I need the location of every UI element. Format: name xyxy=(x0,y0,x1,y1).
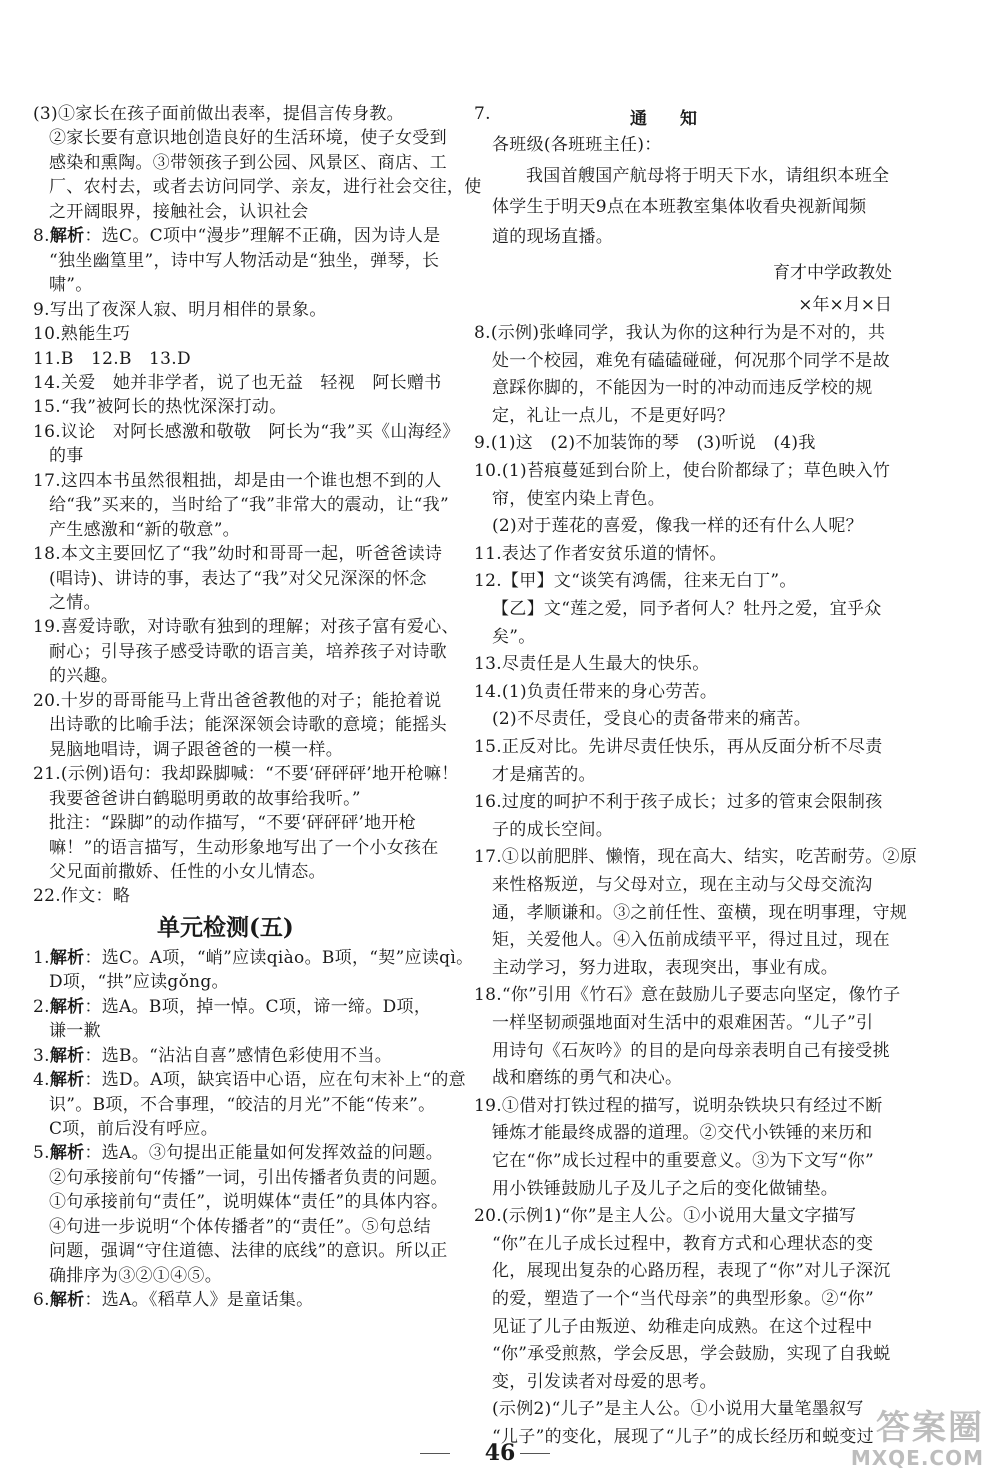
answer-line: (2)对于莲花的喜爱，像我一样的还有什么人呢？ xyxy=(492,516,863,537)
watermark-text-top: 答案圈 xyxy=(876,1408,984,1448)
site-watermark-logo xyxy=(850,1400,988,1472)
answer-line: 1.解析：选C。A项，“峭”应读qiào。B项，“契”应读qì。 xyxy=(33,947,474,968)
answer-line: 19.①借对打铁过程的描写，说明杂铁块只有经过不断 xyxy=(474,1095,883,1116)
answer-line: 处一个校园，难免有磕磕碰碰，何况那个同学不是故 xyxy=(492,350,890,371)
answer-line: 17.这四本书虽然很粗拙，却是由一个谁也想不到的人 xyxy=(33,470,442,491)
answer-line: 3.解析：选B。“沾沾自喜”感情色彩使用不当。 xyxy=(33,1045,393,1066)
answer-line: 10.(1)苔痕蔓延到台阶上，使台阶都绿了；草色映入竹 xyxy=(474,461,891,481)
answer-line: 用诗句《石灰吟》的目的是向母亲表明自己有接受挑 xyxy=(492,1040,890,1061)
answer-line: 2.解析：选A。B项，掉一悼。C项，谛一缔。D项， xyxy=(33,996,432,1017)
answer-line: 矩，关爱他人。④入伍前成绩平平，得过且过，现在 xyxy=(492,930,890,951)
answer-line: 批注：“跺脚”的动作描写，“不要‘砰砰砰’地开枪 xyxy=(49,813,417,834)
answer-line: 13.尽责任是人生最大的快乐。 xyxy=(474,654,710,675)
answer-line: ④句进一步说明“个体传播者”的“责任”。⑤句总结 xyxy=(49,1216,431,1237)
answer-line: 9.写出了夜深人寂、明月相伴的景象。 xyxy=(33,299,327,320)
answer-line: 厂、农村去，或者去访问同学、亲友，进行社会交往，使 xyxy=(49,177,482,198)
answer-line: 变，引发读者对母爱的思考。 xyxy=(492,1371,717,1392)
answer-line: 帘，使室内染上青色。 xyxy=(492,488,665,509)
notice-addressee: 各班级(各班班主任)： xyxy=(492,135,662,155)
answer-line: 18.“你”引用《竹石》意在鼓励儿子要志向坚定，像竹子 xyxy=(474,985,901,1006)
answer-line: 21.(示例)语句：我却跺脚喊：“不要‘砰砰砰’地开枪嘛！ xyxy=(33,764,459,785)
answer-line: 8.(示例)张峰同学，我认为你的这种行为是不对的，共 xyxy=(474,323,886,343)
answer-line: 8.解析：选C。C项中“漫步”理解不正确，因为诗人是 xyxy=(33,226,441,247)
answer-line: “你”承受煎熬，学会反思，学会鼓励，实现了自我蜕 xyxy=(492,1344,891,1365)
answer-line: “儿子”的变化，展现了“儿子”的成长经历和蜕变过 xyxy=(492,1427,874,1447)
answer-line: 锤炼才能最终成器的道理。②交代小铁锤的来历和 xyxy=(492,1123,873,1144)
answer-line: (示例2)“儿子”是主人公。①小说用大量笔墨叙写 xyxy=(492,1399,864,1420)
answer-line: 的爱，塑造了一个“当代母亲”的典型形象。②“你” xyxy=(492,1289,874,1309)
page-number-dash-right xyxy=(520,1453,550,1454)
answer-line: 啸”。 xyxy=(49,275,93,296)
answer-line: 谦一歉 xyxy=(49,1021,101,1042)
answer-line: 意踩你脚的，不能因为一时的冲动而违反学校的规 xyxy=(492,378,873,399)
answer-line: ②句承接前句“传播”一词，引出传播者负责的问题。 xyxy=(49,1167,448,1188)
answer-line: 矣”。 xyxy=(492,626,536,647)
answer-line: C项，前后没有呼应。 xyxy=(49,1119,219,1139)
page-number: 46 xyxy=(484,1440,516,1466)
watermark-text-bottom: MXQE.COM xyxy=(850,1446,984,1470)
answer-line: 给“我”买来的，当时给了“我”非常大的震动，让“我” xyxy=(49,495,449,516)
answer-line: 出诗歌的比喻手法；能深深领会诗歌的意境；能摇头 xyxy=(49,715,447,736)
answer-line: 父兄面前撒娇、任性的小女儿情态。 xyxy=(49,861,326,882)
answer-line: 14.(1)负责任带来的身心劳苦。 xyxy=(474,681,718,702)
answer-line: 16.过度的呵护不利于孩子成长；过多的管束会限制孩 xyxy=(474,792,883,813)
answer-line: 主动学习，努力进取，表现突出，事业有成。 xyxy=(492,957,838,978)
answer-line: 战和磨练的勇气和决心。 xyxy=(492,1068,683,1089)
answer-line: 耐心；引导孩子感受诗歌的语言美，培养孩子对诗歌 xyxy=(49,641,447,662)
answer-line: 19.喜爱诗歌，对诗歌有独到的理解；对孩子富有爱心、 xyxy=(33,617,459,638)
answer-line: 22.作文：略 xyxy=(33,886,131,907)
notice-title: 通 知 xyxy=(630,109,705,129)
q7-number: 7. xyxy=(474,104,491,124)
answer-line: 的事 xyxy=(49,446,84,467)
answer-line: 18.本文主要回忆了“我”幼时和哥哥一起，听爸爸读诗 xyxy=(33,544,443,565)
answer-line: 定，礼让一点儿，不是更好吗？ xyxy=(492,405,735,426)
answer-line: 17.①以前肥胖、懒惰，现在高大、结实，吃苦耐劳。②原 xyxy=(474,847,918,868)
answer-line: 20.(示例1)“你”是主人公。①小说用大量文字描写 xyxy=(474,1206,857,1227)
answer-line: 来性格叛逆，与父母对立，现在主动与父母交流沟 xyxy=(492,875,873,895)
notice-body-line: 体学生于明天9点在本班教室集体收看央视新闻频 xyxy=(492,196,867,217)
answer-line: 4.解析：选D。A项，缺宾语中心语，应在句末补上“的意 xyxy=(33,1070,466,1091)
page-number-dash-left xyxy=(420,1453,450,1454)
answer-line: 嘛！”的语言描写，生动形象地写出了一个小女孩在 xyxy=(49,837,439,858)
answer-line: 10.熟能生巧 xyxy=(33,324,131,345)
answer-line: “你”在儿子成长过程中，教育方式和心理状态的变 xyxy=(492,1233,874,1254)
answer-line: 9.(1)这 (2)不加装饰的琴 (3)听说 (4)我 xyxy=(474,433,816,454)
answer-line: 确排序为③②①④⑤。 xyxy=(49,1265,222,1286)
answer-line: D项，“拱”应读gǒng。 xyxy=(49,972,229,993)
answer-line: 5.解析：选A。③句提出正能量如何发挥效益的问题。 xyxy=(33,1143,444,1164)
answer-line: 感染和熏陶。③带领孩子到公园、风景区、商店、工 xyxy=(49,152,447,173)
notice-body-line: 我国首艘国产航母将于明天下水，请组织本班全 xyxy=(526,166,890,186)
answer-line: 产生感激和“新的敬意”。 xyxy=(49,519,240,540)
answer-line: 15.“我”被阿长的热忱深深打动。 xyxy=(33,397,287,418)
answer-line: 11.表达了作者安贫乐道的情怀。 xyxy=(474,543,727,564)
answer-line: 20.十岁的哥哥能马上背出爸爸教他的对子；能抢着说 xyxy=(33,690,442,711)
answer-line: 识”。B项，不合事理，“皎洁的月光”不能“传来”。 xyxy=(49,1094,436,1115)
section-title: 单元检测(五) xyxy=(157,913,294,941)
notice-sender: 育才中学政教处 xyxy=(773,263,892,283)
answer-line: 15.正反对比。先讲尽责任快乐，再从反面分析不尽责 xyxy=(474,737,883,757)
answer-line: 之开阔眼界，接触社会，认识社会 xyxy=(49,201,309,222)
answer-line: 之情。 xyxy=(49,593,101,613)
answer-line: 用小铁锤鼓励儿子及儿子之后的变化做铺垫。 xyxy=(492,1178,838,1199)
answer-line: 它在“你”成长过程中的重要意义。③为下文写“你” xyxy=(492,1151,874,1171)
notice-date: ×年×月×日 xyxy=(798,295,892,315)
answer-line: 我要爸爸讲白鹤聪明勇敢的故事给我听。” xyxy=(49,788,361,809)
answer-line: “独坐幽篁里”，诗中写人物活动是“独坐，弹琴，长 xyxy=(49,250,440,271)
answer-line: 16.议论 对阿长感激和敬敬 阿长为“我”买《山海经》 xyxy=(33,421,460,442)
answer-line: ②家长要有意识地创造良好的生活环境，使子女受到 xyxy=(49,128,447,149)
answer-line: 12.【甲】文“谈笑有鸿儒，往来无白丁”。 xyxy=(474,571,797,592)
answer-line: 一样坚韧顽强地面对生活中的艰难困苦。“儿子”引 xyxy=(492,1013,874,1033)
answer-line: 才是痛苦的。 xyxy=(492,764,596,785)
answer-line: 6.解析：选A。《稻草人》是童话集。 xyxy=(33,1290,314,1311)
answer-line: 子的成长空间。 xyxy=(492,819,614,840)
answer-line: 【乙】文“莲之爱，同予者何人？牡丹之爱，宜乎众 xyxy=(492,599,882,619)
answer-line: 11.B 12.B 13.D xyxy=(33,348,191,369)
answer-line: 晃脑地唱诗，调子跟爸爸的一模一样。 xyxy=(49,739,344,760)
answer-line: (2)不尽责任，受良心的责备带来的痛苦。 xyxy=(492,709,812,730)
answer-line: 见证了儿子由叛逆、幼稚走向成熟。在这个过程中 xyxy=(492,1316,873,1337)
answer-line: 问题，强调“守住道德、法律的底线”的意识。所以正 xyxy=(49,1241,448,1262)
answer-line: 14.关爱 她并非学者，说了也无益 轻视 阿长赠书 xyxy=(33,372,442,393)
answer-line: 化，展现出复杂的心路历程，表现了“你”对儿子深沉 xyxy=(492,1261,891,1282)
answer-line: ①句承接前句“责任”，说明媒体“责任”的具体内容。 xyxy=(49,1192,449,1213)
answer-line: 通，孝顺谦和。③之前任性、蛮横，现在明事理，守规 xyxy=(492,902,908,923)
answer-line: (3)①家长在孩子面前做出表率，提倡言传身教。 xyxy=(33,104,404,124)
answer-line: (唱诗)、讲诗的事，表达了“我”对父兄深深的怀念 xyxy=(49,568,427,589)
notice-body-line: 道的现场直播。 xyxy=(492,227,614,247)
answer-line: 的兴趣。 xyxy=(49,666,119,687)
